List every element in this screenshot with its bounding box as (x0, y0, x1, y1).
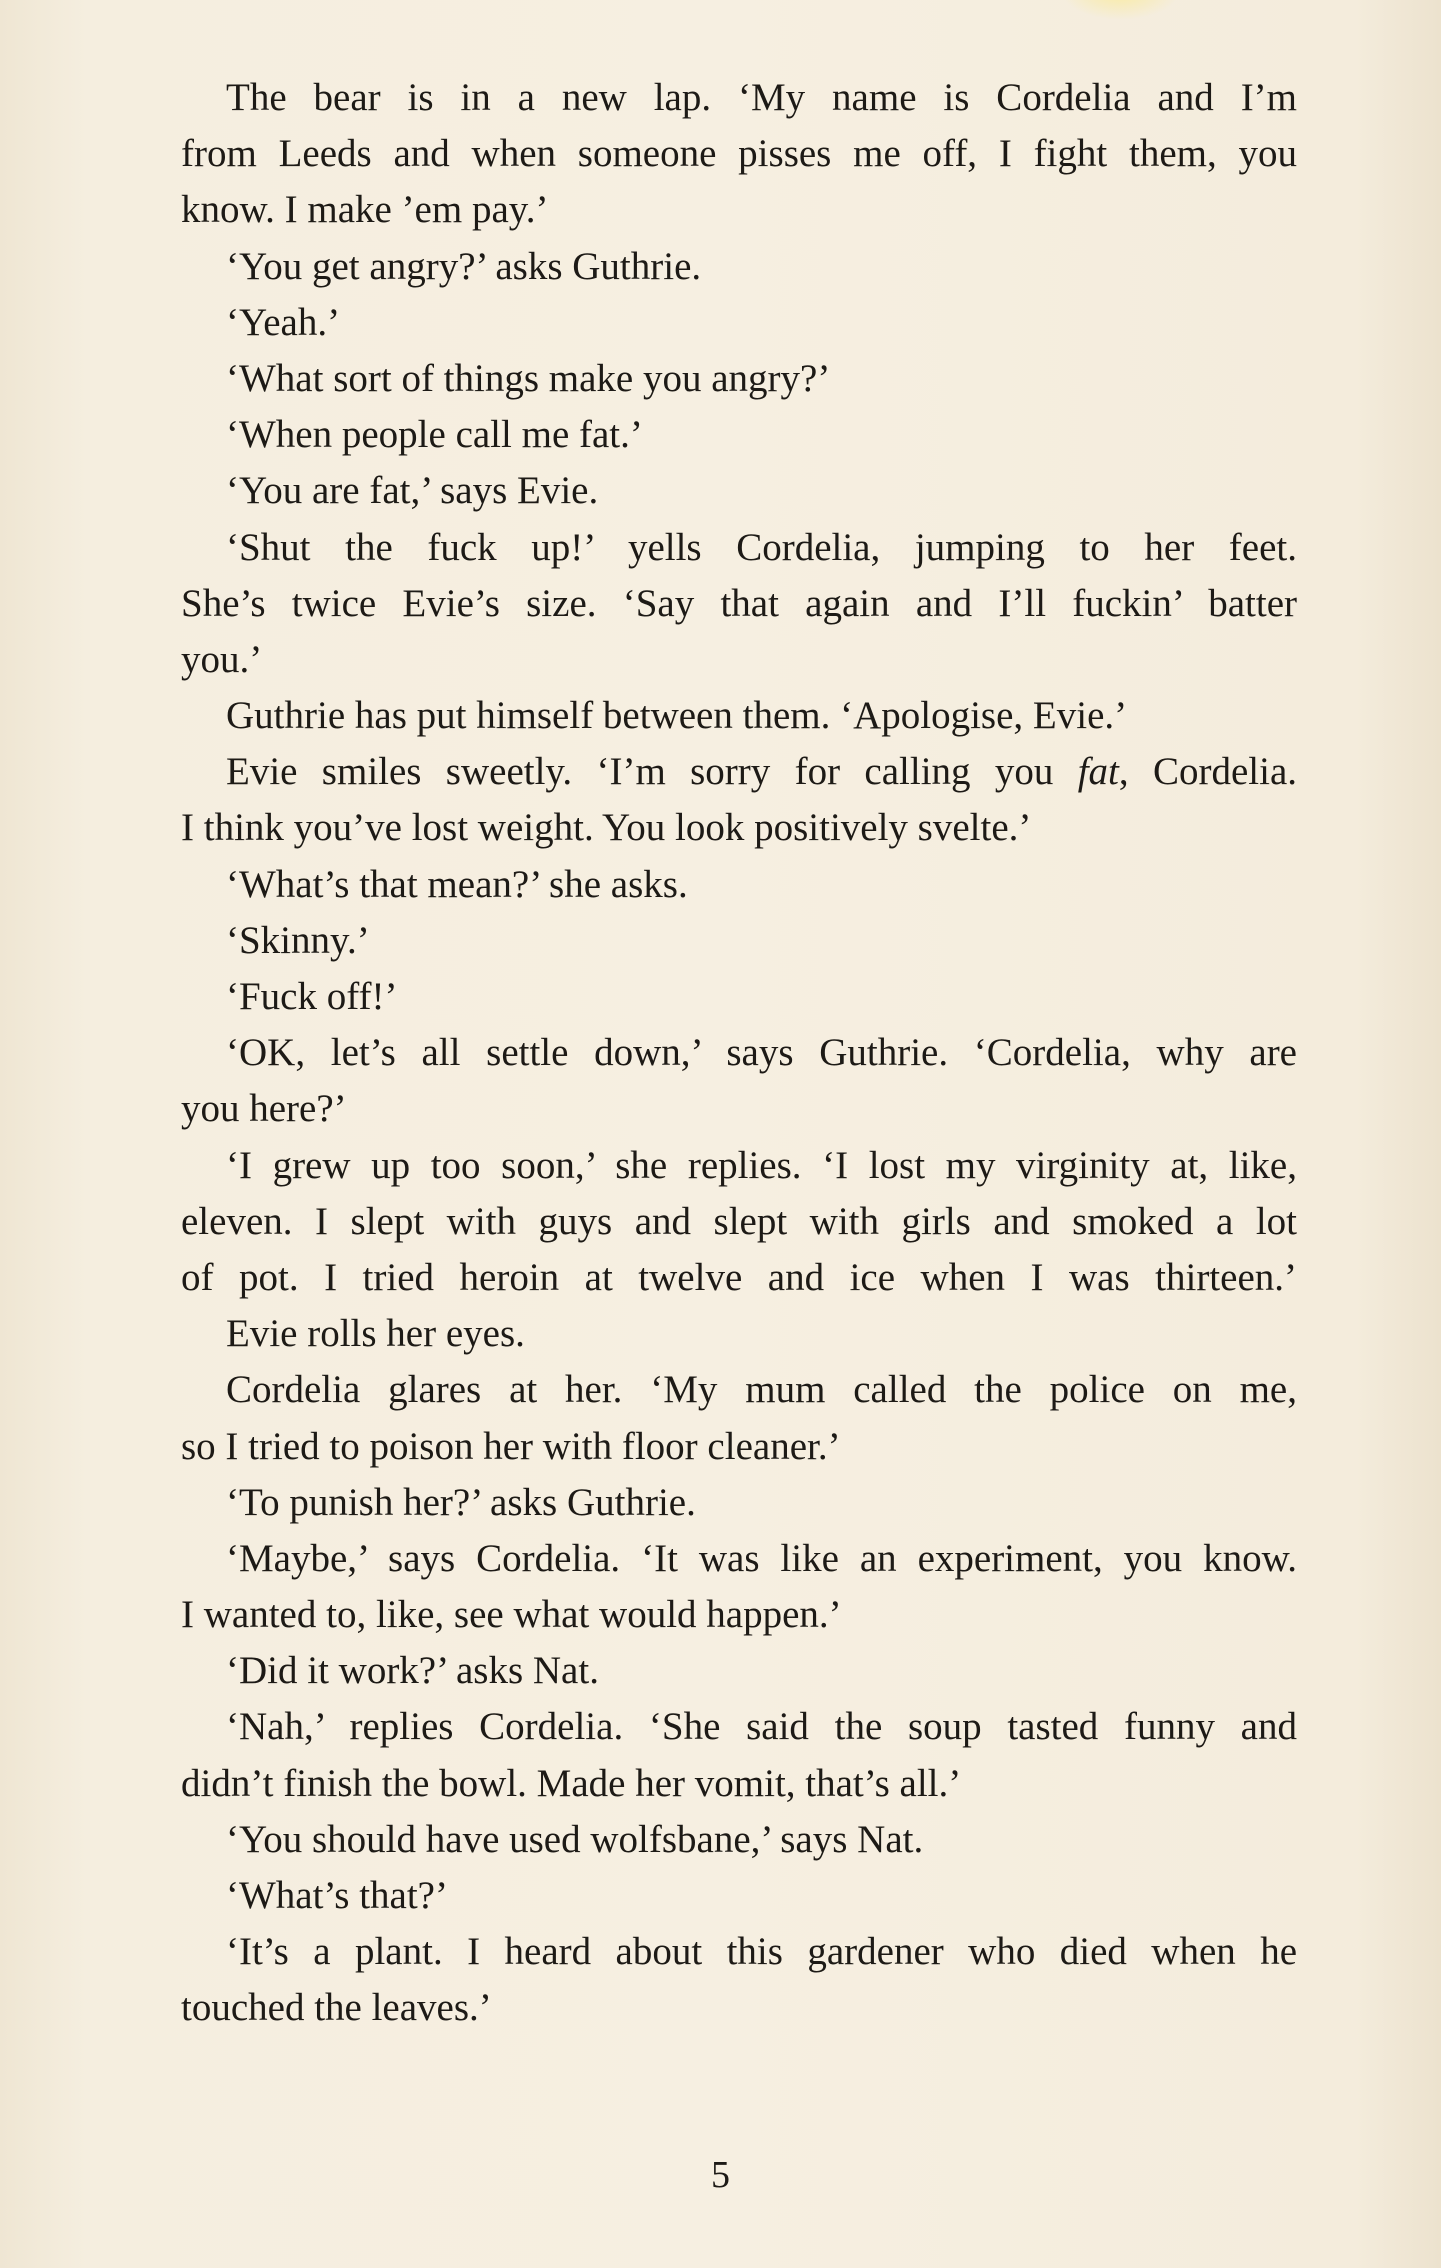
text-line: She’s twice Evie’s size. ‘Say that again and I’ll fuckin’ batter (181, 581, 1297, 625)
text-line: so I tried to poison her with floor cleaner.’ (181, 1424, 841, 1468)
text-line: Guthrie has put himself between them. ‘Apologise, Evie.’ (226, 694, 1128, 738)
text-line: ‘You should have used wolfsbane,’ says Nat. (226, 1817, 924, 1861)
text-line: know. I make ’em pay.’ (181, 188, 549, 232)
text-line: of pot. I tried heroin at twelve and ice when I was thirteen.’ (181, 1255, 1297, 1299)
body-text (181, 70, 1297, 2037)
text-line: touched the leaves.’ (181, 1986, 492, 2030)
text-line: didn’t finish the bowl. Made her vomit, that’s all.’ (181, 1761, 962, 1805)
text-line: ‘Shut the fuck up!’ yells Cordelia, jumping to her feet. (226, 525, 1297, 569)
text-line: ‘What sort of things make you angry?’ (226, 356, 831, 400)
text-line: you here?’ (181, 1087, 347, 1131)
text-line: ‘When people call me fat.’ (226, 413, 643, 457)
text-line: ‘Did it work?’ asks Nat. (226, 1649, 599, 1693)
text-line: ‘What’s that?’ (226, 1874, 448, 1917)
text-line: Evie rolls her eyes. (226, 1312, 525, 1356)
text-line: ‘Maybe,’ says Cordelia. ‘It was like an experiment, you know. (226, 1536, 1297, 1580)
text-line: ‘You are fat,’ says Evie. (226, 469, 599, 513)
emphasis: fat (1077, 750, 1119, 794)
text-line: eleven. I slept with guys and slept with girls and smoked a lot (181, 1199, 1297, 1243)
text-line: ‘I grew up too soon,’ she replies. ‘I lost my virginity at, like, (226, 1143, 1297, 1187)
text-line: I wanted to, like, see what would happen.’ (181, 1593, 842, 1637)
page-number: 5 (711, 2154, 730, 2196)
text-line: ‘OK, let’s all settle down,’ says Guthrie. ‘Cordelia, why are (226, 1031, 1297, 1075)
text-line: from Leeds and when someone pisses me off, I fight them, you (181, 132, 1297, 176)
text-line: ‘It’s a plant. I heard about this gardener who died when he (226, 1930, 1297, 1974)
page-stain (1060, 0, 1180, 20)
text-line: ‘You get angry?’ asks Guthrie. (226, 244, 702, 288)
text-line: ‘Nah,’ replies Cordelia. ‘She said the soup tasted funny and (226, 1705, 1297, 1749)
text-line: ‘Fuck off!’ (226, 975, 398, 1018)
text-line: Evie smiles sweetly. ‘I’m sorry for calling you fat, Cordelia. (226, 750, 1297, 794)
text-line: Cordelia glares at her. ‘My mum called the police on me, (226, 1368, 1297, 1412)
text-line: The bear is in a new lap. ‘My name is Cordelia and I’m (226, 76, 1297, 119)
text-line: ‘To punish her?’ asks Guthrie. (226, 1480, 696, 1524)
text-line: ‘Yeah.’ (226, 300, 341, 344)
text-line: ‘Skinny.’ (226, 918, 370, 962)
text-line: ‘What’s that mean?’ she asks. (226, 862, 688, 906)
text-line: you.’ (181, 637, 263, 681)
text-line: I think you’ve lost weight. You look positively svelte.’ (181, 806, 1032, 850)
